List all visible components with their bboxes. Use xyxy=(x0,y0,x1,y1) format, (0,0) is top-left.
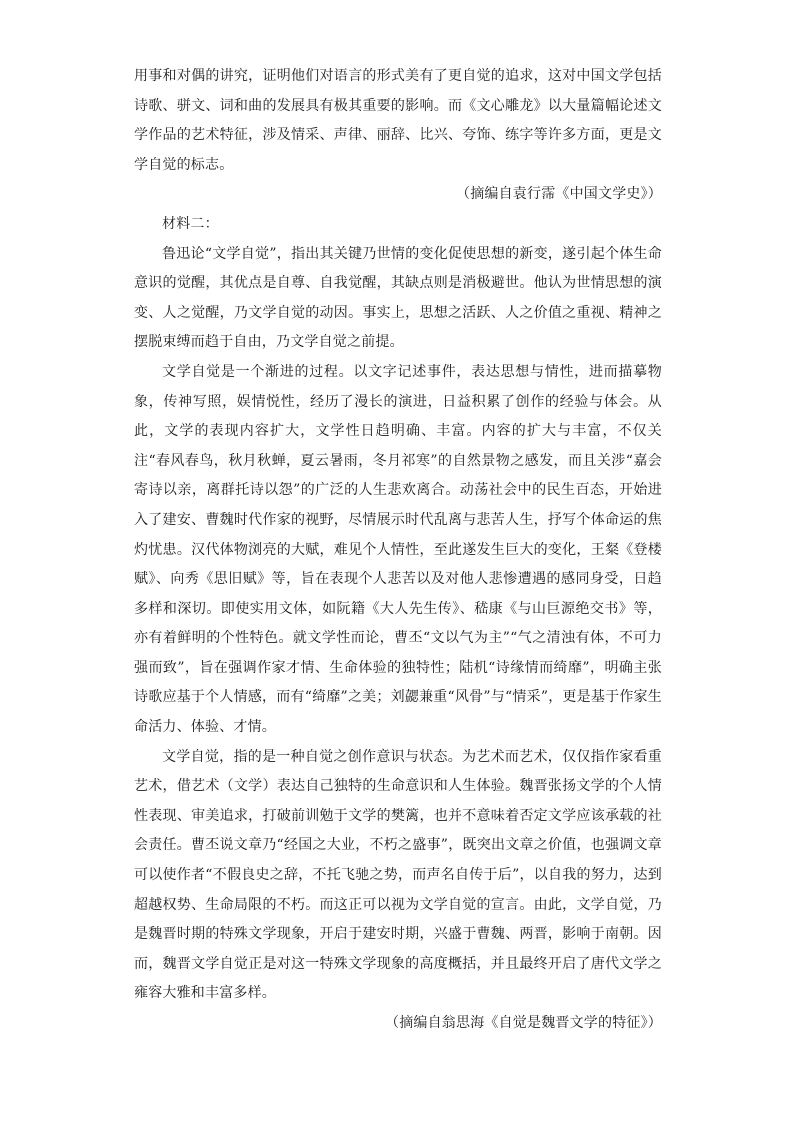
source-citation-2: （摘编自翁思海《自觉是魏晋文学的特征》） xyxy=(385,1015,662,1031)
source-citation-1: （摘编自袁行霈《中国文学史》） xyxy=(456,186,662,203)
paragraph: 文学自觉，指的是一种自觉之创作意识与状态。为艺术而艺术，仅仅指作家看重艺术，借艺术（文学）表达自己独特的生命意识和人生体验。魏晋张扬文学的个人情性表现、审美追求，打破前训勉于文学的樊篱，也并不意味着否定文学应该承载的社会责任。曹丕说文章乃“经国之大业，不朽之盛事”，既突出文章之价值，也强调文章可以使作者“不假良史之辞，不托飞驰之势，而声名自传于后”，以自我的努力，达到超越权势、生命局限的不朽。而这正可以视为文学自觉的宣言。由此，文学自觉，乃是魏晋时期的特殊文学现象，开启于建安时期，兴盛于曹魏、两晋，影响于南朝。因而，魏晋文学自觉正是对这一特殊文学现象的高度概括，并且最终开启了唐代文学之雍容大雅和丰富多样。 xyxy=(134,748,662,1002)
material2-label: 材料二： xyxy=(162,215,219,232)
paragraph: 鲁迅论“文学自觉”，指出其关键乃世情的变化促使思想的新变，遂引起个体生命意识的觉醒，其优点是自尊、自我觉醒，其缺点则是消极避世。他认为世情思想的演变、人之觉醒，乃文学自觉的动因。事实上，思想之活跃、人之价值之重视、精神之摆脱束缚而趋于自由，乃文学自觉之前提。 xyxy=(134,245,662,351)
paragraph: 文学自觉是一个渐进的过程。以文字记述事件，表达思想与情性，进而描摹物象，传神写照，娱情悦性，经历了漫长的演进，日益积累了创作的经验与体会。从此，文学的表现内容扩大，文学性日趋明确、丰富。内容的扩大与丰富，不仅关注“春风春鸟，秋月秋蝉，夏云暑雨，冬月祁寒”的自然景物之感发，而且关涉“嘉会寄诗以亲，离群托诗以怨”的广泛的人生悲欢离合。动荡社会中的民生百态，开始进入了建安、曹魏时代作家的视野，尽情展示时代乱离与悲苦人生，抒写个体命运的焦灼忧患。汉代体物浏亮的大赋，难见个人情性，至此遂发生巨大的变化，王粲《登楼赋》、向秀《思旧赋》等，旨在表现个人悲苦以及对他人悲惨遭遇的感同身受，日趋多样和深切。即使实用文体，如阮籍《大人先生传》、嵇康《与山巨源绝交书》等，亦有着鲜明的个性特色。就文学性而论，曹丕“文以气为主”“气之清浊有体，不可力强而致”，旨在强调作家才情、生命体验的独特性；陆机“诗缘情而绮靡”，明确主张诗歌应基于个人情感，而有“绮靡”之美；刘勰兼重“风骨”与“情采”，更是基于作家生命活力、体验、才情。 xyxy=(134,363,662,736)
document-page xyxy=(134,62,662,1039)
material1-continuation: 用事和对偶的讲究，证明他们对语言的形式美有了更自觉的追求，这对中国文学包括诗歌、骈文、词和曲的发展具有极其重要的影响。而《文心雕龙》以大量篇幅论述文学作品的艺术特征，涉及情采、声律、丽辞、比兴、夸饰、练字等许多方面，更是文学自觉的标志。 xyxy=(134,68,662,173)
